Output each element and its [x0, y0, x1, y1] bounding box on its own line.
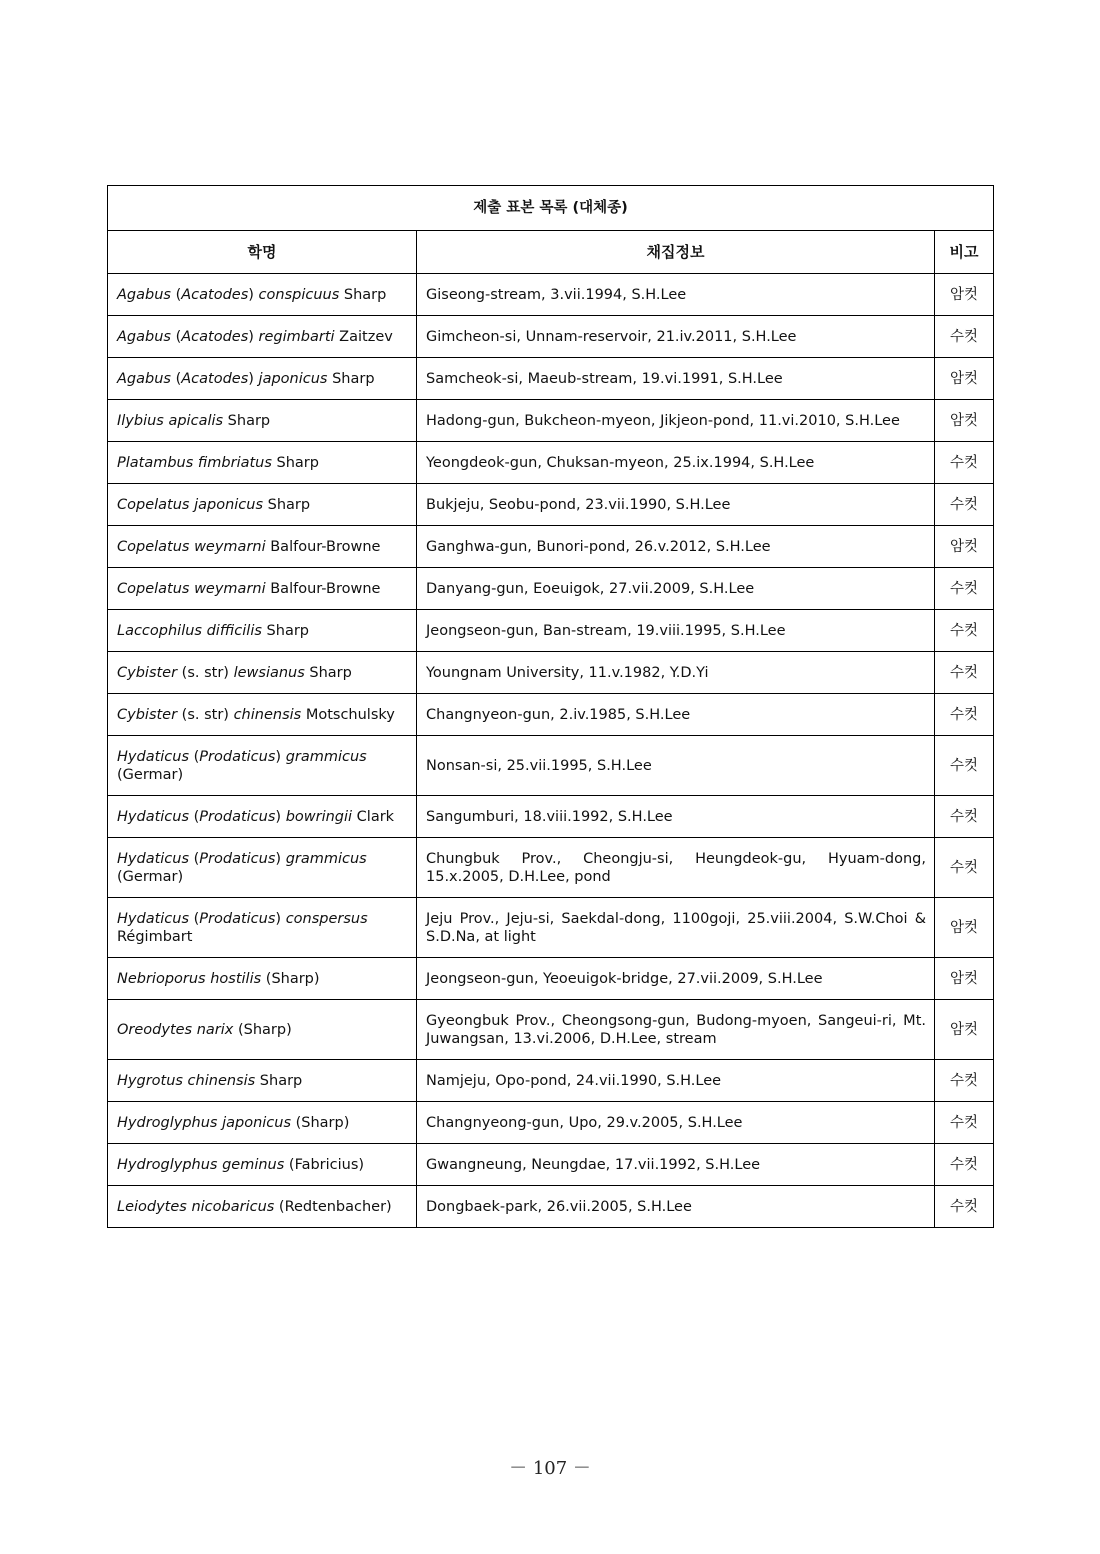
- sex-remark-cell: 수컷: [935, 568, 994, 610]
- taxon-name-italic: Hydaticus: [117, 910, 190, 927]
- specimen-table: [107, 185, 994, 1228]
- taxon-name-italic: Agabus: [117, 328, 171, 345]
- taxon-name-text: (Redtenbacher): [274, 1198, 392, 1215]
- collection-info-cell: Namjeju, Opo-pond, 24.vii.1990, S.H.Lee: [417, 1060, 935, 1102]
- collection-info-cell: Dongbaek-park, 26.vii.2005, S.H.Lee: [417, 1186, 935, 1228]
- collection-info-cell: Jeongseon-gun, Ban-stream, 19.viii.1995, S.H.Lee: [417, 610, 935, 652]
- table-row: [108, 958, 994, 1000]
- sex-remark-cell: 암컷: [935, 526, 994, 568]
- taxon-name-text: (: [189, 808, 200, 825]
- taxon-name-text: ): [248, 286, 259, 303]
- page-number: － 107 －: [509, 1458, 591, 1479]
- sex-remark-cell: 수컷: [935, 694, 994, 736]
- table-row: [108, 568, 994, 610]
- sex-remark-cell: 수컷: [935, 736, 994, 796]
- table-row: [108, 1186, 994, 1228]
- scientific-name-cell: [108, 274, 417, 316]
- collection-info-cell: Changnyeong-gun, Upo, 29.v.2005, S.H.Lee: [417, 1102, 935, 1144]
- scientific-name-cell: [108, 610, 417, 652]
- taxon-name-italic: Hydroglyphus japonicus: [117, 1114, 292, 1131]
- taxon-name-italic: Hydaticus: [117, 748, 190, 765]
- taxon-name-italic: Cybister: [117, 664, 178, 681]
- scientific-name-cell: [108, 694, 417, 736]
- table-row: [108, 898, 994, 958]
- scientific-name-cell: [108, 400, 417, 442]
- sex-remark-cell: 수컷: [935, 796, 994, 838]
- taxon-name-text: ): [275, 808, 286, 825]
- taxon-name-italic: conspersus: [285, 910, 368, 927]
- taxon-name-text: Sharp: [271, 454, 319, 471]
- taxon-name-italic: grammicus: [285, 748, 367, 765]
- header-collection-info: 채집정보: [417, 231, 935, 274]
- table-row: [108, 316, 994, 358]
- taxon-name-text: (: [189, 850, 200, 867]
- taxon-name-text: ): [275, 910, 286, 927]
- taxon-name-italic: Copelatus weymarni: [117, 580, 266, 597]
- collection-info-cell: Sangumburi, 18.viii.1992, S.H.Lee: [417, 796, 935, 838]
- collection-info-cell: Danyang-gun, Eoeuigok, 27.vii.2009, S.H.Lee: [417, 568, 935, 610]
- sex-remark-cell: 암컷: [935, 898, 994, 958]
- taxon-name-text: Sharp: [327, 370, 375, 387]
- taxon-name-text: Balfour-Browne: [265, 538, 381, 555]
- taxon-name-text: Zaitzev: [334, 328, 393, 345]
- taxon-name-italic: Prodaticus: [199, 850, 276, 867]
- taxon-name-italic: Prodaticus: [199, 748, 276, 765]
- scientific-name-cell: [108, 526, 417, 568]
- table-row: [108, 442, 994, 484]
- collection-info-cell: Youngnam University, 11.v.1982, Y.D.Yi: [417, 652, 935, 694]
- table-row: [108, 610, 994, 652]
- table-body: [108, 274, 994, 1228]
- table-row: [108, 1102, 994, 1144]
- taxon-name-italic: grammicus: [285, 850, 367, 867]
- sex-remark-cell: 수컷: [935, 610, 994, 652]
- collection-info-cell: Changnyeon-gun, 2.iv.1985, S.H.Lee: [417, 694, 935, 736]
- taxon-name-text: (Sharp): [261, 970, 320, 987]
- taxon-name-italic: Leiodytes nicobaricus: [117, 1198, 275, 1215]
- sex-remark-cell: 암컷: [935, 358, 994, 400]
- taxon-name-italic: chinensis: [233, 706, 302, 723]
- table-row: [108, 1000, 994, 1060]
- scientific-name-cell: [108, 1186, 417, 1228]
- taxon-name-text: (Sharp): [291, 1114, 350, 1131]
- taxon-name-text: Régimbart: [117, 928, 193, 945]
- scientific-name-cell: [108, 838, 417, 898]
- taxon-name-italic: Hydaticus: [117, 808, 190, 825]
- table-title: 제출 표본 목록 (대체종): [108, 186, 994, 231]
- table-row: [108, 694, 994, 736]
- collection-info-cell: Bukjeju, Seobu-pond, 23.vii.1990, S.H.Lee: [417, 484, 935, 526]
- taxon-name-text: Clark: [352, 808, 395, 825]
- taxon-name-italic: bowringii: [285, 808, 353, 825]
- taxon-name-text: Sharp: [339, 286, 387, 303]
- collection-info-cell: Hadong-gun, Bukcheon-myeon, Jikjeon-pond, 11.vi.2010, S.H.Lee: [417, 400, 935, 442]
- scientific-name-cell: [108, 1000, 417, 1060]
- taxon-name-italic: Acatodes: [181, 328, 249, 345]
- scientific-name-cell: [108, 316, 417, 358]
- sex-remark-cell: 수컷: [935, 442, 994, 484]
- table-row: [108, 1144, 994, 1186]
- collection-info-cell: Yeongdeok-gun, Chuksan-myeon, 25.ix.1994, S.H.Lee: [417, 442, 935, 484]
- taxon-name-text: ): [248, 370, 259, 387]
- scientific-name-cell: [108, 484, 417, 526]
- scientific-name-cell: [108, 652, 417, 694]
- taxon-name-italic: Agabus: [117, 370, 171, 387]
- taxon-name-italic: Copelatus weymarni: [117, 538, 266, 555]
- collection-info-cell: Gimcheon-si, Unnam-reservoir, 21.iv.2011, S.H.Lee: [417, 316, 935, 358]
- scientific-name-cell: [108, 898, 417, 958]
- table-row: [108, 652, 994, 694]
- table-row: [108, 1060, 994, 1102]
- taxon-name-text: (: [189, 748, 200, 765]
- sex-remark-cell: 암컷: [935, 400, 994, 442]
- taxon-name-italic: lewsianus: [233, 664, 305, 681]
- taxon-name-italic: Nebrioporus hostilis: [117, 970, 262, 987]
- collection-info-cell: Ganghwa-gun, Bunori-pond, 26.v.2012, S.H.Lee: [417, 526, 935, 568]
- scientific-name-cell: [108, 796, 417, 838]
- collection-info-cell: Gyeongbuk Prov., Cheongsong-gun, Budong-myoen, Sangeui-ri, Mt. Juwangsan, 13.vi.2006, D.H.Lee, stream: [417, 1000, 935, 1060]
- taxon-name-text: (Germar): [117, 868, 184, 885]
- taxon-name-italic: Acatodes: [181, 370, 249, 387]
- table-row: [108, 736, 994, 796]
- taxon-name-text: (s. str): [177, 664, 234, 681]
- collection-info-cell: Giseong-stream, 3.vii.1994, S.H.Lee: [417, 274, 935, 316]
- table-row: [108, 484, 994, 526]
- taxon-name-italic: Agabus: [117, 286, 171, 303]
- sex-remark-cell: 수컷: [935, 484, 994, 526]
- collection-info-cell: Chungbuk Prov., Cheongju-si, Heungdeok-gu, Hyuam-dong, 15.x.2005, D.H.Lee, pond: [417, 838, 935, 898]
- taxon-name-italic: Acatodes: [181, 286, 249, 303]
- taxon-name-italic: Copelatus japonicus: [117, 496, 263, 513]
- taxon-name-text: (Sharp): [233, 1021, 292, 1038]
- taxon-name-italic: Cybister: [117, 706, 178, 723]
- taxon-name-italic: Hydaticus: [117, 850, 190, 867]
- taxon-name-italic: Prodaticus: [199, 910, 276, 927]
- taxon-name-italic: Hygrotus chinensis: [117, 1072, 256, 1089]
- collection-info-cell: Jeongseon-gun, Yeoeuigok-bridge, 27.vii.2009, S.H.Lee: [417, 958, 935, 1000]
- taxon-name-text: Sharp: [255, 1072, 303, 1089]
- sex-remark-cell: 암컷: [935, 274, 994, 316]
- taxon-name-italic: conspicuus: [258, 286, 340, 303]
- collection-info-cell: Samcheok-si, Maeub-stream, 19.vi.1991, S.H.Lee: [417, 358, 935, 400]
- taxon-name-text: (: [189, 910, 200, 927]
- header-scientific-name: 학명: [108, 231, 417, 274]
- header-remarks: 비고: [935, 231, 994, 274]
- sex-remark-cell: 수컷: [935, 1060, 994, 1102]
- taxon-name-text: (: [170, 328, 182, 345]
- scientific-name-cell: [108, 736, 417, 796]
- table-row: [108, 358, 994, 400]
- sex-remark-cell: 암컷: [935, 1000, 994, 1060]
- taxon-name-text: ): [275, 850, 286, 867]
- taxon-name-italic: regimbarti: [258, 328, 335, 345]
- scientific-name-cell: [108, 442, 417, 484]
- scientific-name-cell: [108, 1060, 417, 1102]
- taxon-name-text: Sharp: [223, 412, 271, 429]
- scientific-name-cell: [108, 568, 417, 610]
- taxon-name-text: Sharp: [263, 496, 311, 513]
- taxon-name-text: Sharp: [261, 622, 309, 639]
- collection-info-cell: Jeju Prov., Jeju-si, Saekdal-dong, 1100goji, 25.viii.2004, S.W.Choi & S.D.Na, at light: [417, 898, 935, 958]
- scientific-name-cell: [108, 358, 417, 400]
- table-row: [108, 838, 994, 898]
- taxon-name-text: ): [275, 748, 286, 765]
- sex-remark-cell: 수컷: [935, 1102, 994, 1144]
- taxon-name-italic: Ilybius apicalis: [117, 412, 224, 429]
- taxon-name-italic: Prodaticus: [199, 808, 276, 825]
- collection-info-cell: Gwangneung, Neungdae, 17.vii.1992, S.H.Lee: [417, 1144, 935, 1186]
- taxon-name-italic: Oreodytes narix: [117, 1021, 234, 1038]
- taxon-name-text: Sharp: [304, 664, 352, 681]
- table-row: [108, 796, 994, 838]
- scientific-name-cell: [108, 1144, 417, 1186]
- taxon-name-text: (: [170, 286, 182, 303]
- sex-remark-cell: 수컷: [935, 652, 994, 694]
- taxon-name-text: (: [170, 370, 182, 387]
- taxon-name-italic: japonicus: [258, 370, 328, 387]
- taxon-name-italic: Laccophilus difficilis: [117, 622, 262, 639]
- table-row: [108, 400, 994, 442]
- taxon-name-text: ): [248, 328, 259, 345]
- collection-info-cell: Nonsan-si, 25.vii.1995, S.H.Lee: [417, 736, 935, 796]
- sex-remark-cell: 수컷: [935, 1144, 994, 1186]
- sex-remark-cell: 수컷: [935, 316, 994, 358]
- taxon-name-text: (Germar): [117, 766, 184, 783]
- sex-remark-cell: 수컷: [935, 1186, 994, 1228]
- taxon-name-italic: Hydroglyphus geminus: [117, 1156, 285, 1173]
- sex-remark-cell: 수컷: [935, 838, 994, 898]
- sex-remark-cell: 암컷: [935, 958, 994, 1000]
- taxon-name-text: (s. str): [177, 706, 234, 723]
- table-row: [108, 526, 994, 568]
- taxon-name-text: Balfour-Browne: [265, 580, 381, 597]
- taxon-name-text: Motschulsky: [301, 706, 395, 723]
- scientific-name-cell: [108, 1102, 417, 1144]
- scientific-name-cell: [108, 958, 417, 1000]
- taxon-name-text: (Fabricius): [284, 1156, 365, 1173]
- table-row: [108, 274, 994, 316]
- taxon-name-italic: Platambus fimbriatus: [117, 454, 272, 471]
